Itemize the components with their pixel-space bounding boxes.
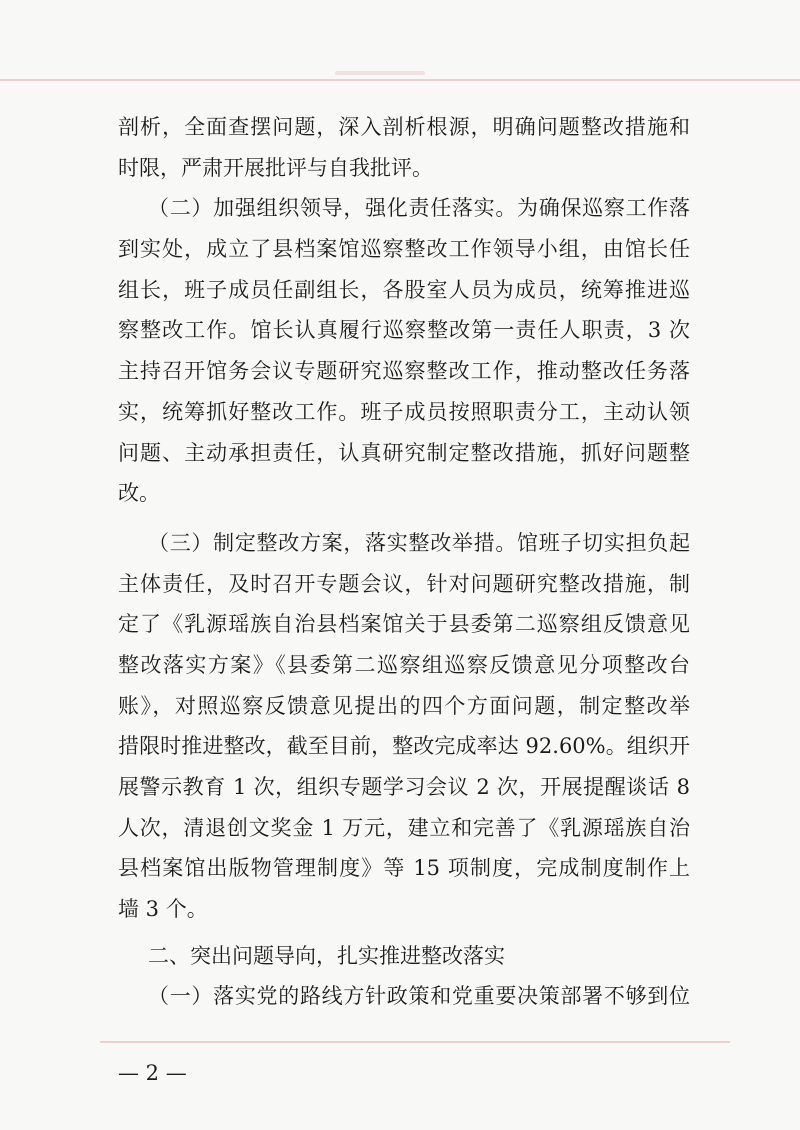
text-line: 主持召开馆务会议专题研究巡察整改工作，推动整改任务落 (118, 359, 690, 384)
text-line: 墙 3 个。 (118, 897, 208, 922)
subsection-heading: （一）落实党的路线方针政策和党重要决策部署不够到位 (148, 984, 690, 1009)
text-line: 察整改工作。馆长认真履行巡察整改第一责任人职责，3 次 (118, 318, 690, 343)
text-line: 定了《乳源瑶族自治县档案馆关于县委第二巡察组反馈意见 (118, 612, 690, 637)
text-line: （二）加强组织领导，强化责任落实。为确保巡察工作落 (148, 196, 690, 221)
section-heading-block (118, 936, 690, 1017)
text-line: 人次，清退创文奖金 1 万元，建立和完善了《乳源瑶族自治 (118, 815, 690, 840)
text-line: （三）制定整改方案，落实整改举措。馆班子切实担负起 (148, 530, 690, 555)
paragraph-organization-leadership (118, 188, 690, 514)
paragraph-rectification-plan (118, 523, 690, 930)
text-line: 剖析，全面查摆问题，深入剖析根源，明确问题整改措施和 (118, 115, 690, 139)
text-line: 展警示教育 1 次，组织专题学习会议 2 次，开展提醒谈话 8 (118, 775, 690, 799)
text-line: 整改落实方案》《县委第二巡察组巡察反馈意见分项整改台 (118, 652, 690, 677)
text-line: 措限时推进整改，截至目前，整改完成率达 92.60%。组织开 (118, 734, 690, 759)
footer-rule (100, 1041, 730, 1043)
text-line: 主体责任，及时召开专题会议，针对问题研究整改措施，制 (118, 571, 690, 596)
text-line: 到实处，成立了县档案馆巡察整改工作领导小组，由馆长任 (118, 237, 690, 262)
text-line: 实，统筹抓好整改工作。班子成员按照职责分工，主动认领 (118, 399, 690, 424)
document-body (118, 107, 690, 1017)
text-line: 县档案馆出版物管理制度》等 15 项制度，完成制度制作上 (118, 856, 690, 881)
header-rule (0, 79, 800, 81)
bleed-through-mark (335, 71, 425, 75)
text-line: 问题、主动承担责任，认真研究制定整改措施，抓好问题整 (118, 440, 690, 465)
page-number: — 2 — (118, 1061, 187, 1085)
paragraph-continued (118, 107, 690, 188)
text-line: 组长，班子成员任副组长，各股室人员为成员，统筹推进巡 (118, 277, 690, 302)
text-line: 账》，对照巡察反馈意见提出的四个方面问题，制定整改举 (118, 693, 690, 718)
text-line: 时限，严肃开展批评与自我批评。 (118, 155, 433, 180)
text-line: 改。 (118, 481, 160, 506)
section-heading: 二、突出问题导向，扎实推进整改落实 (148, 943, 505, 968)
